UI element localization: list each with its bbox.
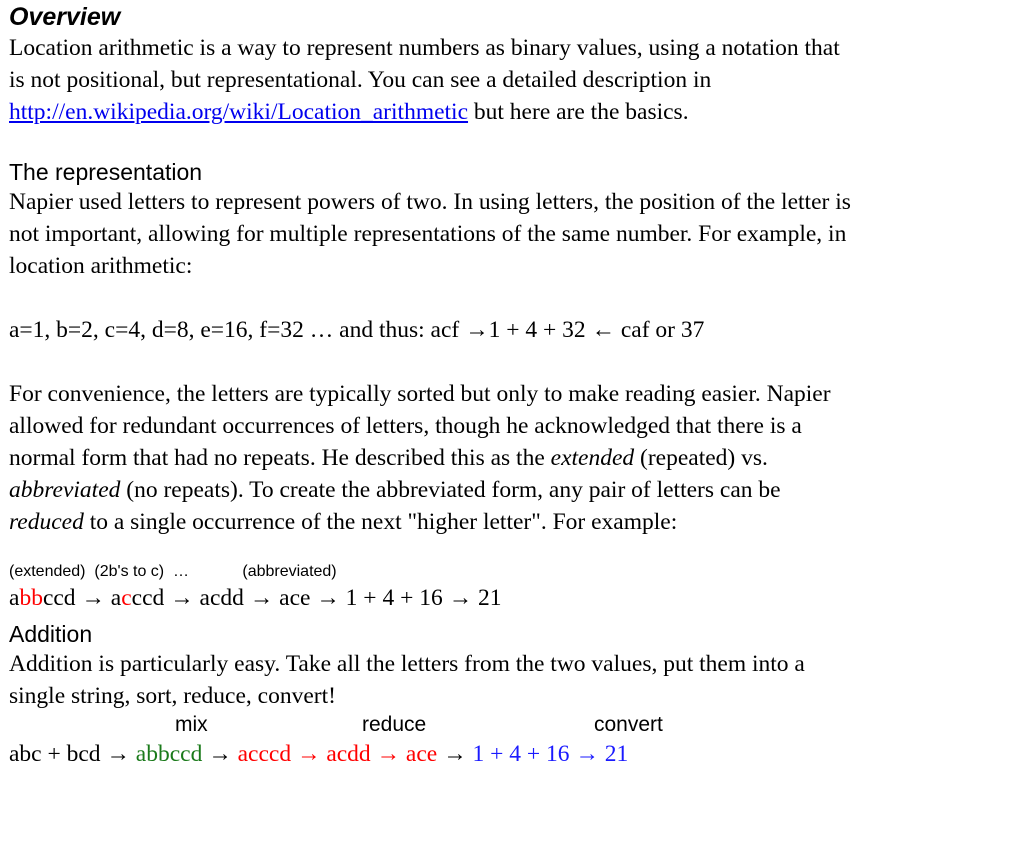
addition-line-2: single string, sort, reduce, convert!: [9, 683, 336, 709]
reduction-part-5: ccd → acdd → ace → 1 + 4 + 16 → 21: [131, 585, 502, 611]
spacer: [9, 282, 1019, 314]
overview-paragraph: [9, 32, 1019, 128]
overview-line-3-tail: but here are the basics.: [468, 99, 689, 125]
convenience-line-5b: to a single occurrence of the next "higher letter". For example:: [83, 509, 678, 535]
representation-line-1: Napier used letters to represent powers of two. In using letters, the position of the letter is: [9, 189, 851, 215]
addition-example: [9, 738, 1019, 770]
convenience-line-3b: (repeated) vs.: [634, 445, 768, 471]
term-abbreviated: abbreviated: [9, 477, 121, 503]
reduction-highlight-bb: bb: [19, 585, 43, 611]
representation-heading: The representation: [9, 159, 203, 185]
representation-line-3: location arithmetic:: [9, 253, 193, 279]
reduction-example: [9, 582, 1019, 614]
addition-paragraph: [9, 648, 1019, 712]
spacer: [9, 128, 1019, 158]
spacer: [9, 538, 1019, 562]
reduction-stage-labels: (extended) (2b's to c) … (abbreviated): [9, 563, 337, 580]
addition-start: abc + bcd →: [9, 741, 136, 767]
convenience-paragraph: [9, 378, 1019, 538]
reduction-highlight-c: c: [121, 585, 132, 611]
label-convert: convert: [594, 713, 663, 736]
reduction-part-1: a: [9, 585, 20, 611]
letter-values-example: a=1, b=2, c=4, d=8, e=16, f=32 … and thus: acf →1 + 4 + 32 ← caf or 37: [9, 317, 705, 343]
representation-paragraph: [9, 186, 1019, 282]
overview-heading: Overview: [9, 3, 121, 31]
label-reduce: reduce: [362, 713, 427, 736]
addition-reduced: acccd → acdd → ace: [237, 741, 438, 767]
overview-line-2: is not positional, but representational. You can see a detailed description in: [9, 67, 712, 93]
convenience-line-3a: normal form that had no repeats. He described this as the: [9, 445, 551, 471]
convenience-line-4b: (no repeats). To create the abbreviated form, any pair of letters can be: [120, 477, 781, 503]
wikipedia-link[interactable]: http://en.wikipedia.org/wiki/Location_arithmetic: [9, 99, 469, 125]
overview-line-1: Location arithmetic is a way to represent numbers as binary values, using a notation that: [9, 35, 840, 61]
addition-heading: Addition: [9, 621, 93, 647]
addition-line-1: Addition is particularly easy. Take all the letters from the two values, put them into a: [9, 651, 805, 677]
addition-converted: 1 + 4 + 16 → 21: [472, 741, 629, 767]
addition-mixed: abbccd: [135, 741, 203, 767]
addition-step-labels: [9, 712, 1019, 738]
convenience-line-2: allowed for redundant occurrences of letters, though he acknowledged that there is a: [9, 413, 802, 439]
representation-line-2: not important, allowing for multiple representations of the same number. For example, in: [9, 221, 847, 247]
term-extended: extended: [550, 445, 635, 471]
label-mix: mix: [175, 713, 208, 736]
addition-arrow-2: →: [437, 741, 473, 767]
convenience-line-1: For convenience, the letters are typically sorted but only to make reading easier. Napier: [9, 381, 831, 407]
document-page: [9, 0, 1019, 770]
reduction-part-3: ccd → a: [42, 585, 122, 611]
term-reduced: reduced: [9, 509, 84, 535]
addition-arrow-1: →: [202, 741, 238, 767]
spacer: [9, 346, 1019, 378]
